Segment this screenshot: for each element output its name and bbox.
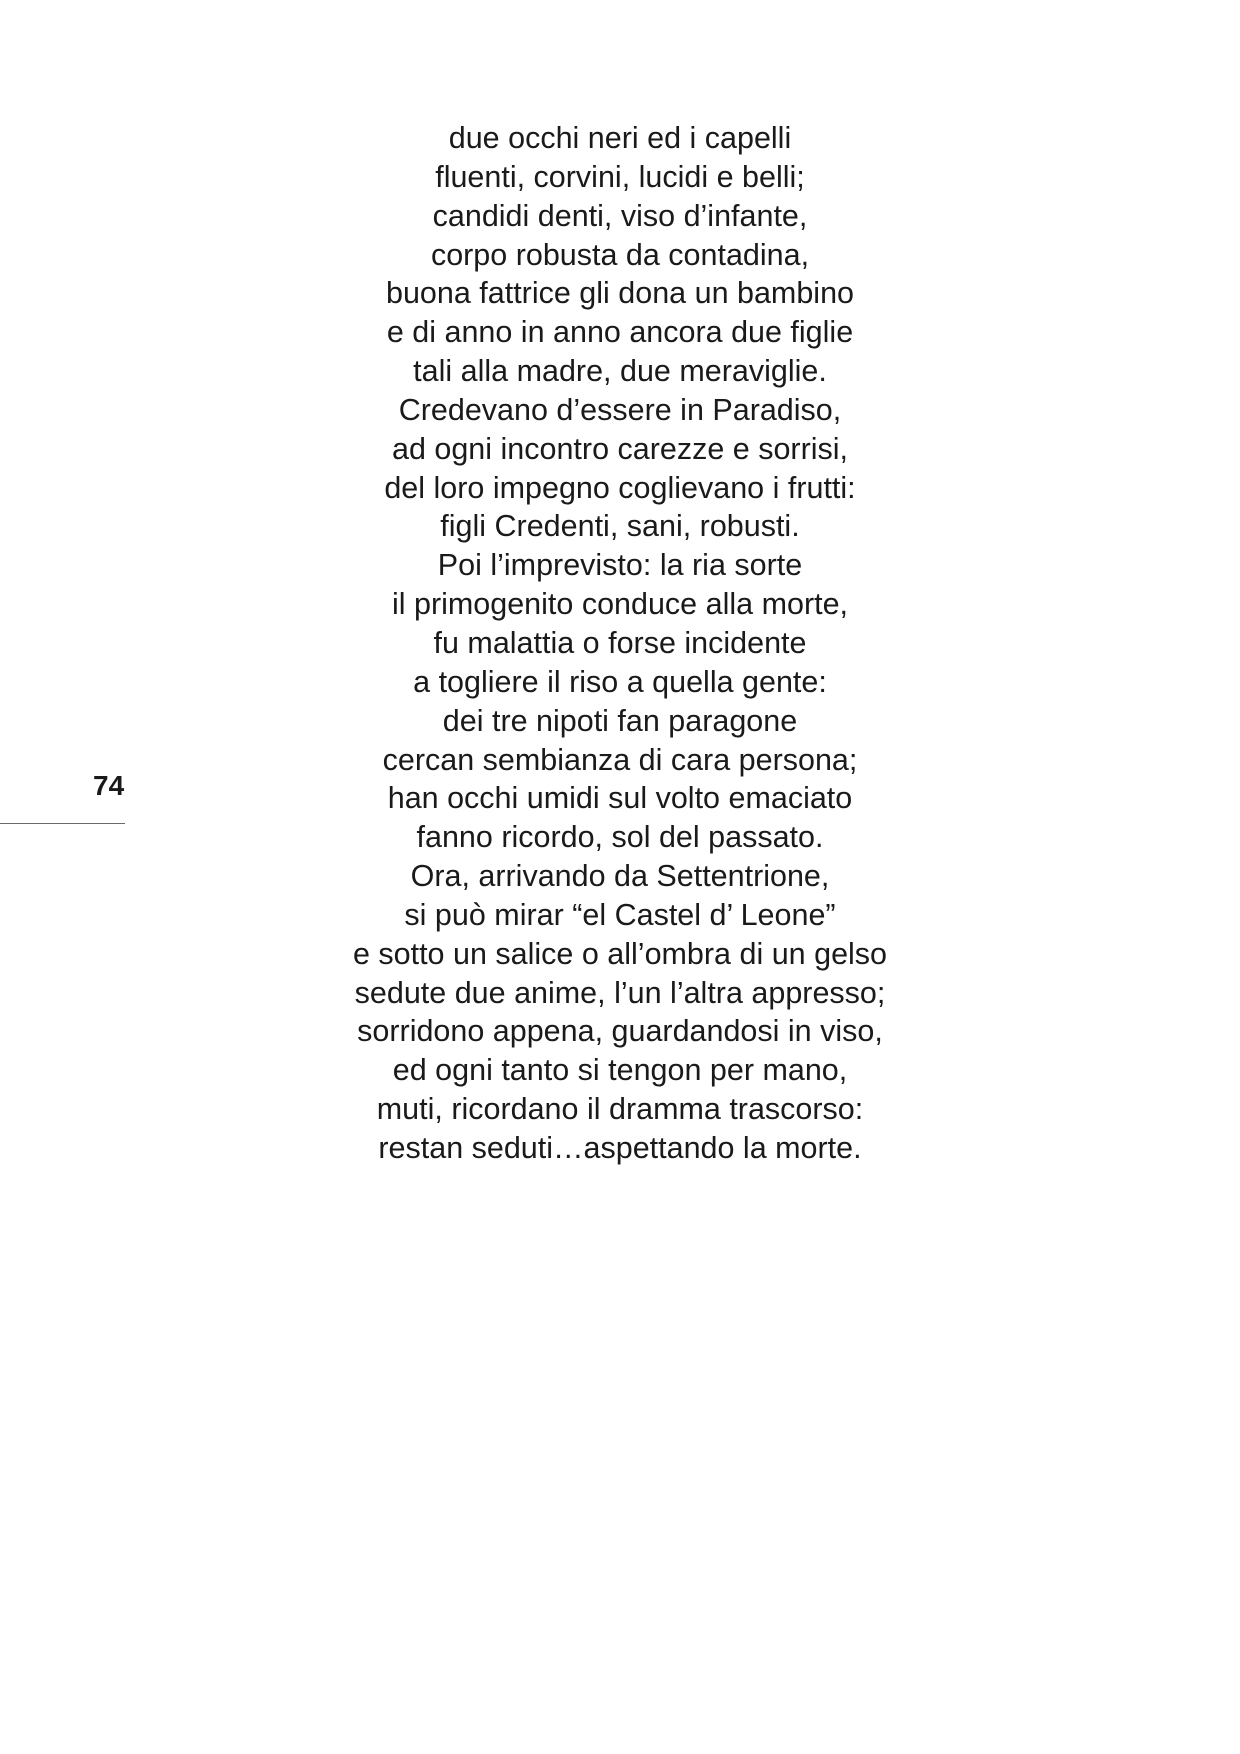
poem-line: sedute due anime, l’un l’altra appresso;	[354, 975, 886, 1010]
poem-line: ad ogni incontro carezze e sorrisi,	[391, 431, 849, 466]
poem-line: tali alla madre, due meraviglie.	[413, 354, 827, 389]
poem-line: restan seduti…aspettando la morte.	[378, 1130, 862, 1165]
poem-line: dei tre nipoti fan paragone	[442, 703, 798, 738]
poem-line: candidi denti, viso d’infante,	[432, 198, 808, 233]
poem-line: Ora, arrivando da Settentrione,	[410, 859, 830, 894]
poem-line: cercan sembianza di cara persona;	[382, 742, 858, 777]
poem-line: muti, ricordano il dramma trascorso:	[376, 1092, 864, 1127]
poem-line: e di anno in anno ancora due figlie	[386, 315, 854, 350]
poem-line: sorridono appena, guardandosi in viso,	[357, 1014, 883, 1049]
poem-line: figli Credenti, sani, robusti.	[440, 509, 800, 544]
poem-line: fu malattia o forse incidente	[433, 625, 807, 660]
poem-line: ed ogni tanto si tengon per mano,	[392, 1053, 848, 1088]
poem-line: buona fattrice gli dona un bambino	[386, 276, 854, 311]
poem-line: si può mirar “el Castel d’ Leone”	[404, 897, 836, 932]
poem-line: fluenti, corvini, lucidi e belli;	[435, 159, 805, 194]
poem-line: han occhi umidi sul volto emaciato	[387, 781, 853, 816]
poem-line: corpo robusta da contadina,	[430, 237, 810, 272]
poem-line: Poi l’imprevisto: la ria sorte	[437, 548, 803, 583]
poem-line: e sotto un salice o all’ombra di un gelso	[352, 936, 888, 971]
page-number-rule	[0, 823, 125, 824]
poem-line: il primogenito conduce alla morte,	[391, 587, 849, 622]
poem-line: del loro impegno coglievano i frutti:	[384, 470, 856, 505]
poem-line: fanno ricordo, sol del passato.	[416, 820, 824, 855]
poem-line: due occhi neri ed i capelli	[448, 121, 792, 155]
page-number: 74	[93, 770, 125, 801]
poem-line: Credevano d’essere in Paradiso,	[398, 392, 842, 427]
poem-text	[0, 119, 1240, 1168]
poem-line: a togliere il riso a quella gente:	[413, 664, 827, 699]
